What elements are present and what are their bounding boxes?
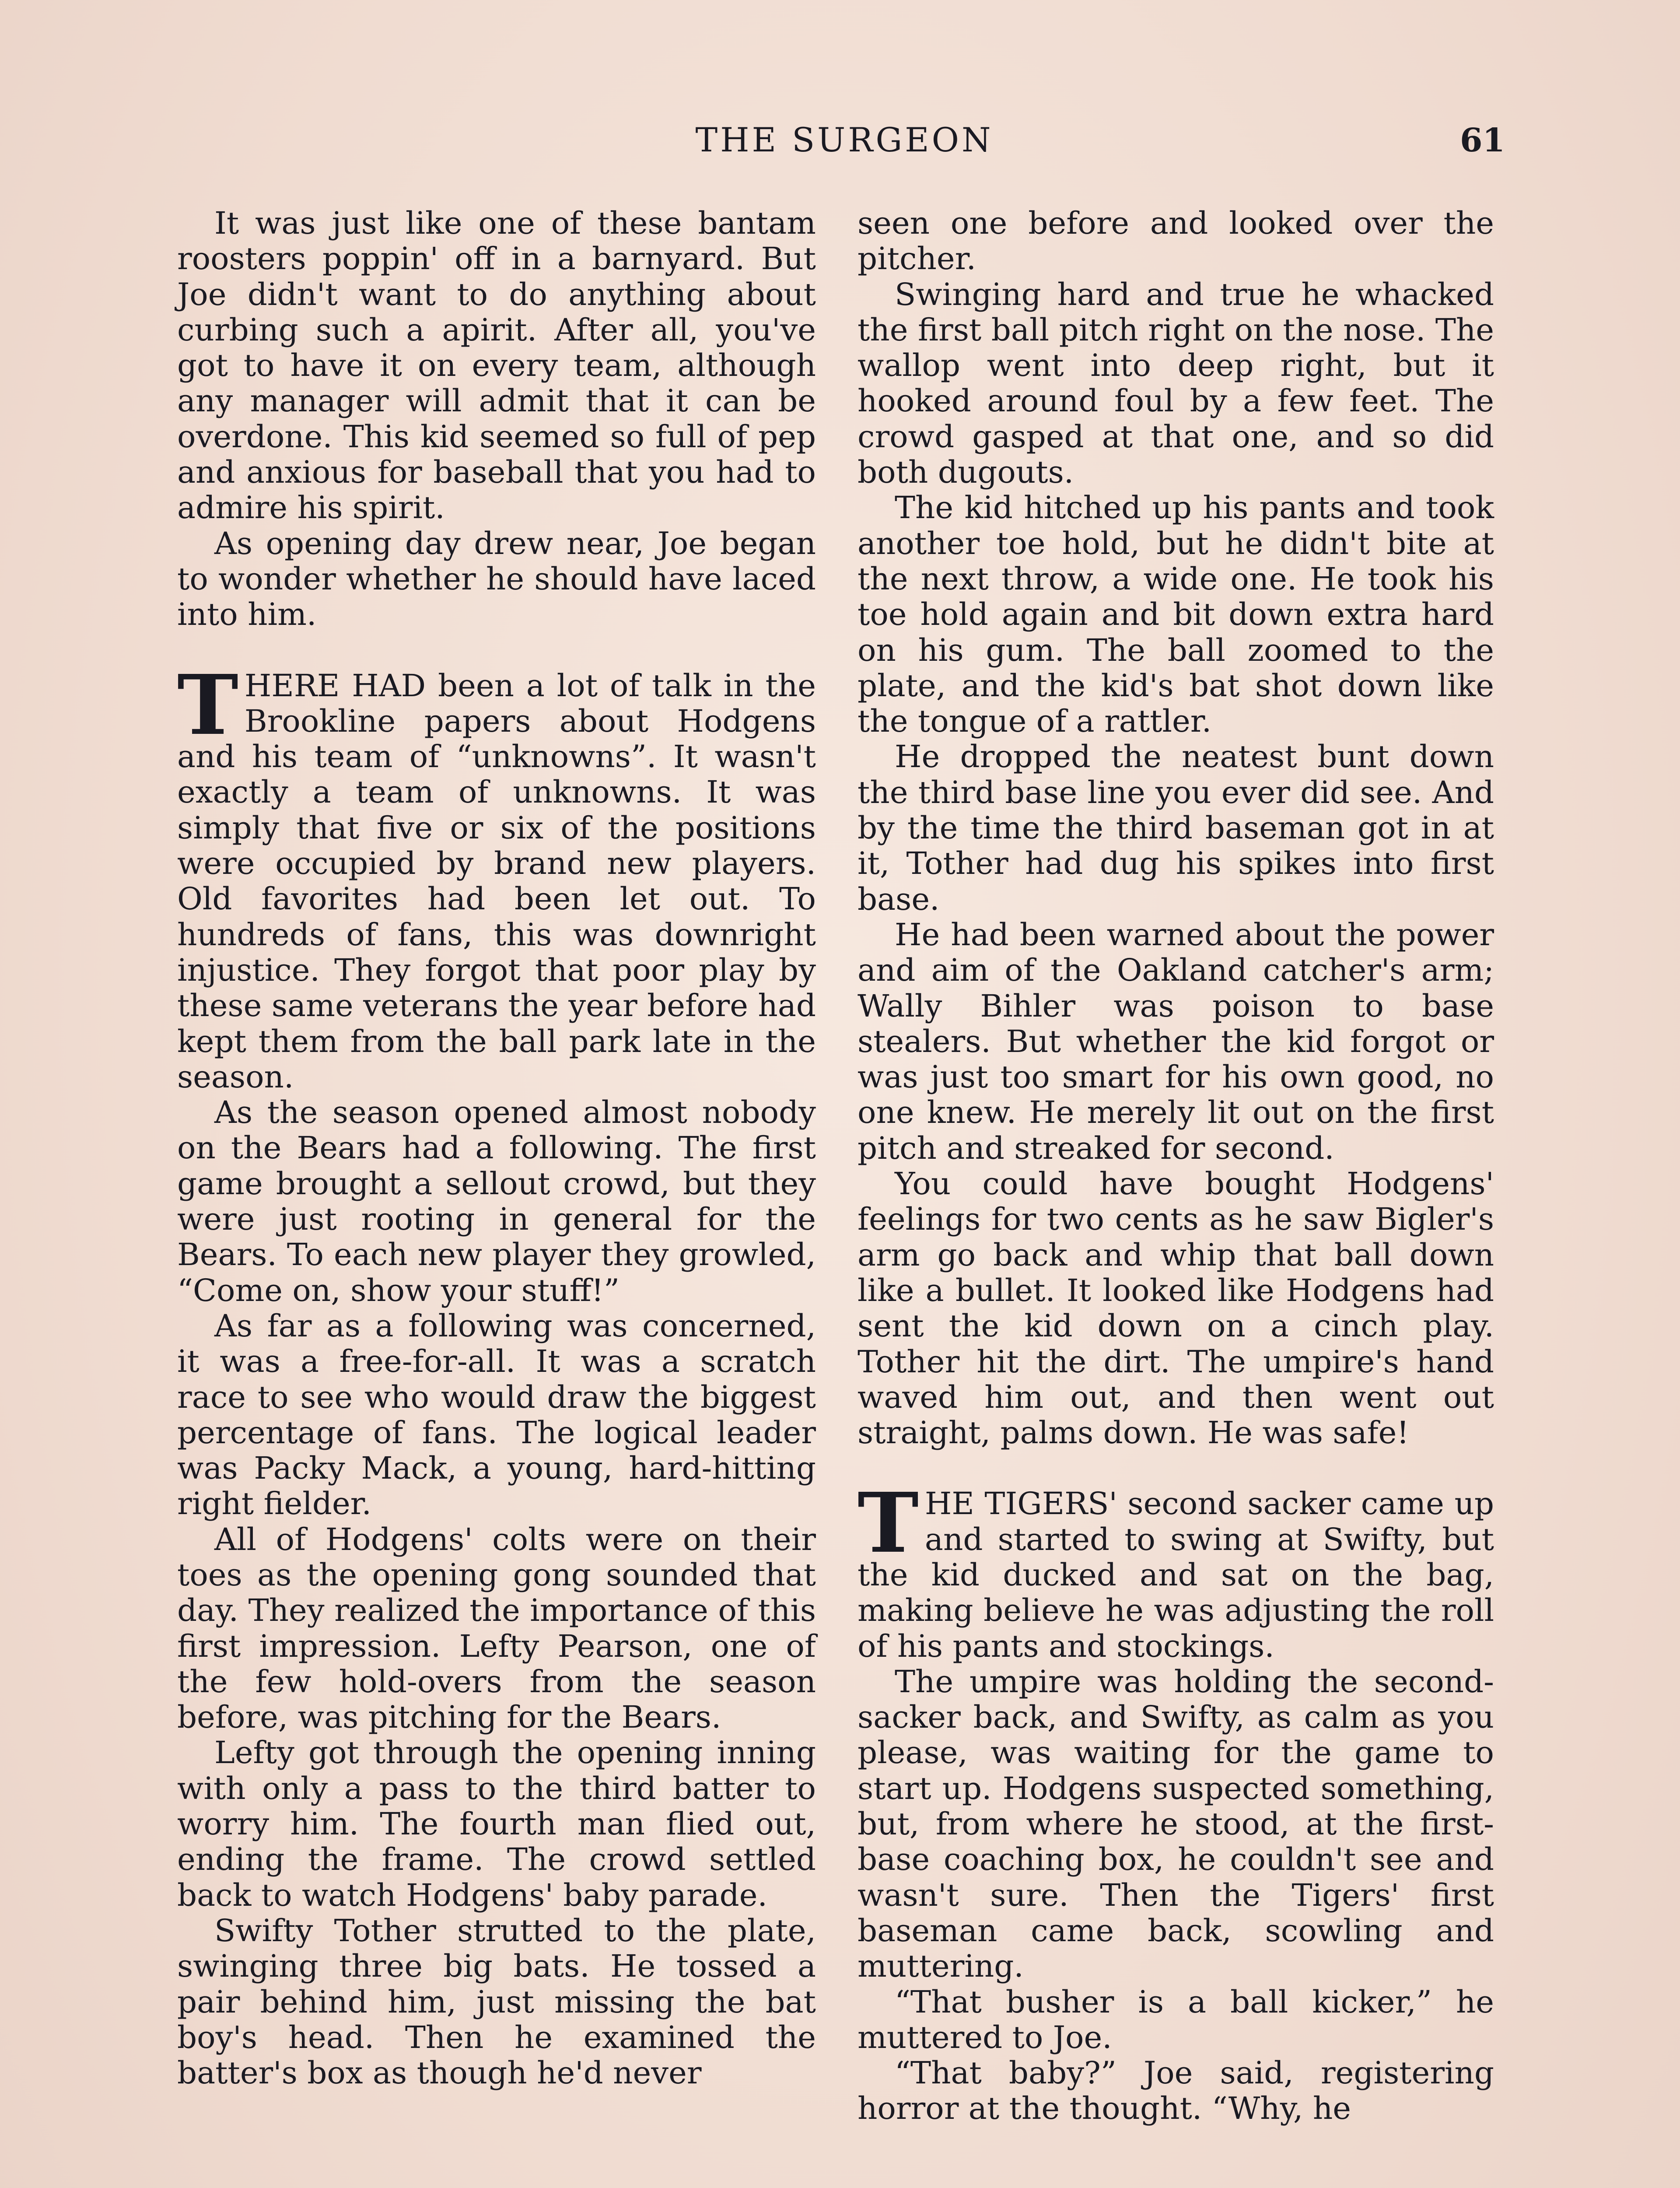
running-head-title: THE SURGEON bbox=[695, 120, 994, 159]
paragraph: “That baby?” Joe said, registering horror at the thought. “Why, he bbox=[858, 2055, 1494, 2127]
paragraph: “That busher is a ball kicker,” he muttered to Joe. bbox=[858, 1984, 1494, 2055]
paragraph-text: HE TIGERS' second sacker came up and started to swing at Swifty, but the kid ducked and sat on the bag, making believe he was adjusting the roll of his pants and stockings. bbox=[858, 1486, 1494, 1664]
paragraph: As the season opened almost nobody on the Bears had a following. The first game brought a sellout crowd, but they were just rooting in general for the Bears. To each new player they growled, “Come on, show your stuff!” bbox=[177, 1094, 816, 1308]
paragraph: Swinging hard and true he whacked the first ball pitch right on the nose. The wallop went into deep right, but it hooked around foul by a few feet. The crowd gasped at that one, and so did both dugouts. bbox=[858, 276, 1494, 491]
page-number: 61 bbox=[1460, 122, 1505, 159]
paragraph-continued: seen one before and looked over the pitcher. bbox=[858, 205, 1494, 277]
paragraph: It was just like one of these bantam roosters poppin' off in a barnyard. But Joe didn't want to do anything about curbing such a apirit. After all, you've got to have it on every team, although any manager will admit that it can be overdone. This kid seemed so full of pep and anxious for baseball that you had to admire his spirit. bbox=[177, 205, 816, 526]
drop-cap: T bbox=[858, 1475, 919, 1572]
paragraph: The kid hitched up his pants and took another toe hold, but he didn't bite at the next throw, a wide one. He took his toe hold again and bit down extra hard on his gum. The ball zoomed to the plate, and the kid's bat shot down like the tongue of a rattler. bbox=[858, 490, 1494, 740]
paragraph: Swifty Tother strutted to the plate, swinging three big bats. He tossed a pair behind him, just missing the bat boy's head. Then he examined the batter's box as though he'd never bbox=[177, 1912, 816, 2091]
section-opening-paragraph bbox=[177, 656, 816, 1095]
paragraph: Lefty got through the opening inning with only a pass to the third batter to worry him. The fourth man flied out, ending the frame. The crowd settled back to watch Hodgens' baby parade. bbox=[177, 1735, 816, 1913]
right-text-column bbox=[858, 206, 1494, 2127]
paragraph: As opening day drew near, Joe began to wonder whether he should have laced into him. bbox=[177, 525, 816, 633]
drop-cap: T bbox=[177, 656, 238, 754]
paragraph: You could have bought Hodgens' feelings for two cents as he saw Bigler's arm go back and whip that ball down like a bullet. It looked like Hodgens had sent the kid down on a cinch play. Tother hit the dirt. The umpire's hand waved him out, and then went out straight, palms down. He was safe! bbox=[858, 1166, 1494, 1451]
paragraph: All of Hodgens' colts were on their toes as the opening gong sounded that day. They realized the importance of this first impression. Lefty Pearson, one of the few hold-overs from the season before, was pitching for the Bears. bbox=[177, 1521, 816, 1736]
paragraph: He had been warned about the power and aim of the Oakland catcher's arm; Wally Bihler was poison to base stealers. But whether the kid forgot or was just too smart for his own good, no one knew. He merely lit out on the first pitch and streaked for second. bbox=[858, 916, 1494, 1166]
paragraph: As far as a following was concerned, it was a free-for-all. It was a scratch race to see who would draw the biggest percentage of fans. The logical leader was Packy Mack, a young, hard-hitting right fielder. bbox=[177, 1308, 816, 1522]
paragraph-text: HERE HAD been a lot of talk in the Brookline papers about Hodgens and his team of “unknowns”. It wasn't exactly a team of unknowns. It was simply that five or six of the positions were occupied by brand new players. Old favorites had been let out. To hundreds of fans, this was downright injustice. They forgot that poor play by these same veterans the year before had kept them from the ball park late in the season. bbox=[177, 667, 816, 1095]
left-text-column bbox=[177, 206, 816, 2091]
paragraph: He dropped the neatest bunt down the third base line you ever did see. And by the time the third baseman got in at it, Tother had dug his spikes into first base. bbox=[858, 739, 1494, 917]
paragraph: The umpire was holding the second-sacker back, and Swifty, as calm as you please, was waiting for the game to start up. Hodgens suspected something, but, from where he stood, at the first-base coaching box, he couldn't see and wasn't sure. Then the Tigers' first baseman came back, scowling and muttering. bbox=[858, 1663, 1494, 1985]
section-opening-paragraph bbox=[858, 1475, 1494, 1664]
